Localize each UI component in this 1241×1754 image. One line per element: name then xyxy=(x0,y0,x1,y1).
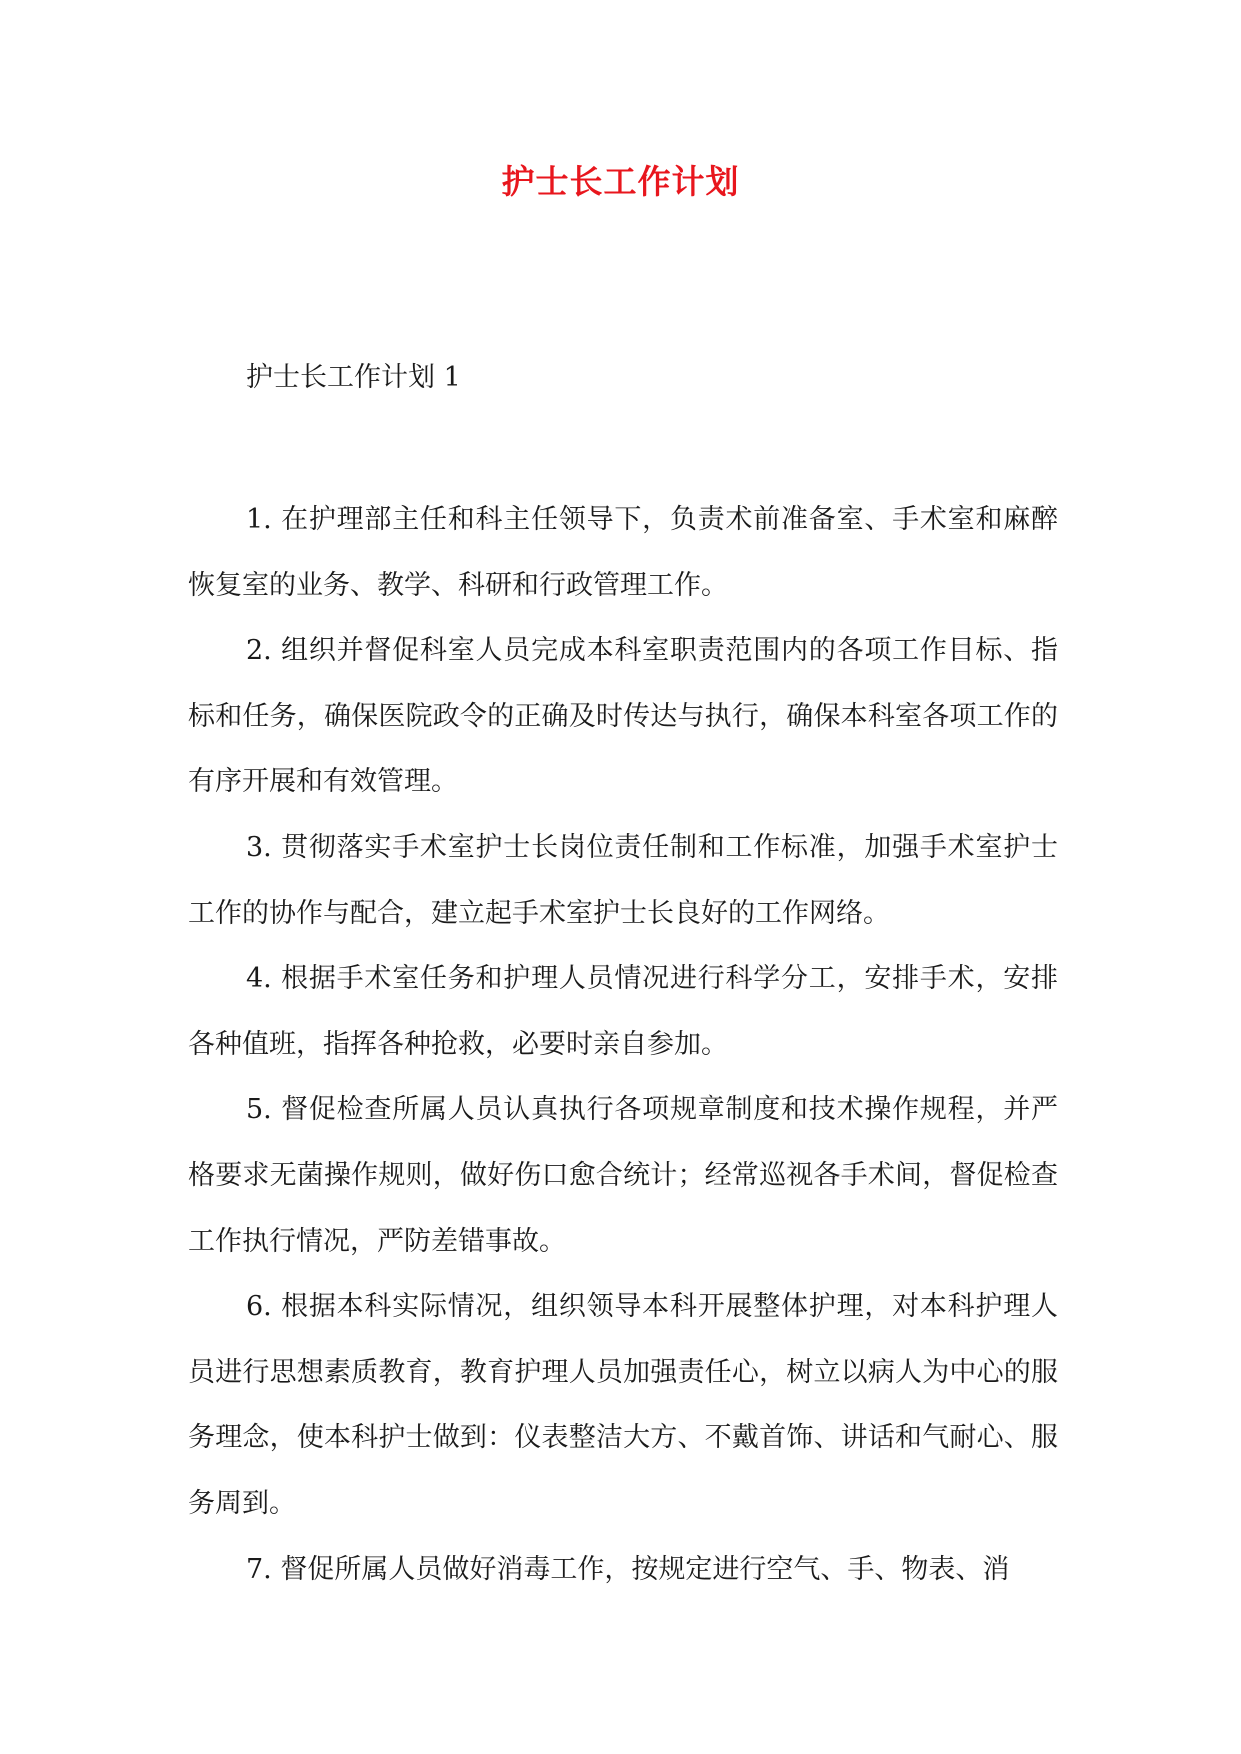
paragraph-2: 2. 组织并督促科室人员完成本科室职责范围内的各项工作目标、指标和任务，确保医院政令的正确及时传达与执行，确保本科室各项工作的有序开展和有效管理。 xyxy=(188,635,1058,798)
document-body xyxy=(188,487,1058,1602)
section-heading: 护士长工作计划 1 xyxy=(246,362,461,393)
paragraph-4: 4. 根据手术室任务和护理人员情况进行科学分工，安排手术，安排各种值班，指挥各种抢救，必要时亲自参加。 xyxy=(188,963,1058,1060)
paragraph-1: 1. 在护理部主任和科主任领导下，负责术前准备室、手术室和麻醉恢复室的业务、教学、科研和行政管理工作。 xyxy=(188,504,1058,601)
paragraph-6: 6. 根据本科实际情况，组织领导本科开展整体护理，对本科护理人员进行思想素质教育，教育护理人员加强责任心，树立以病人为中心的服务理念，使本科护士做到：仪表整洁大方、不戴首饰、讲话和气耐心、服务周到。 xyxy=(188,1291,1058,1519)
paragraph-5: 5. 督促检查所属人员认真执行各项规章制度和技术操作规程，并严格要求无菌操作规则，做好伤口愈合统计；经常巡视各手术间，督促检查工作执行情况，严防差错事故。 xyxy=(188,1094,1058,1257)
paragraph-7: 7. 督促所属人员做好消毒工作，按规定进行空气、手、物表、消 xyxy=(246,1553,1010,1585)
document-title: 护士长工作计划 xyxy=(501,162,740,201)
paragraph-3: 3. 贯彻落实手术室护士长岗位责任制和工作标准，加强手术室护士工作的协作与配合，建立起手术室护士长良好的工作网络。 xyxy=(188,831,1058,929)
